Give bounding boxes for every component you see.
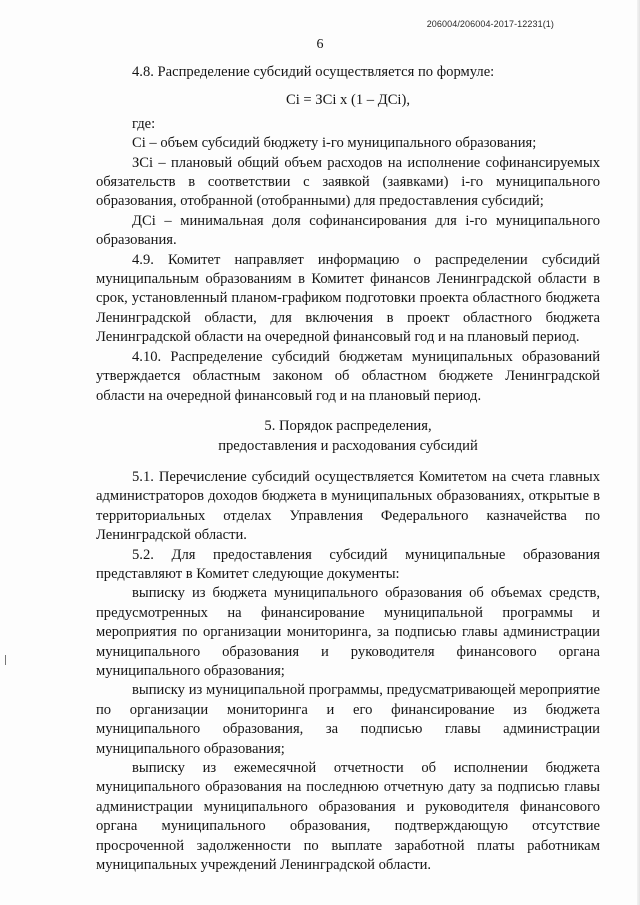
list-item-3: выписку из ежемесячной отчетности об исполнении бюджета муниципального образования на последнюю отчетную дату за подписью главы администрации муниципального образования и руководителя финансового органа муниципального образования, подтверждающую отсутствие просроченной задолженности по выплате заработной платы работникам муниципальных учреждений Ленинградской области. — [96, 760, 600, 874]
heading-line-2: предоставления и расходования субсидий — [218, 437, 478, 454]
section-5-heading — [96, 416, 600, 456]
where-label: где: — [132, 115, 156, 132]
list-item-1: выписку из бюджета муниципального образования об объемах средств, предусмотренных на финансирование муниципальной программы и мероприятия по организации мониторинга, за подписью главы администрации муниципального образования и руководителя финансового органа муниципального образования; — [96, 585, 600, 679]
document-id: 206004/206004-2017-12231(1) — [426, 19, 554, 29]
paragraph-4-8: 4.8. Распределение субсидий осуществляется по формуле: — [132, 64, 495, 80]
formula: Сi = ЗСi х (1 – ДСi), — [285, 92, 410, 109]
definition-dci: ДСi – минимальная доля софинансирования для i-го муниципального образования. — [96, 212, 600, 249]
paragraph-5-2: 5.2. Для предоставления субсидий муниципальные образования представляют в Комитет следующие документы: — [96, 546, 600, 582]
paragraph-5-1: 5.1. Перечисление субсидий осуществляется Комитетом на счета главных администраторов доходов бюджета в муниципальных образованиях, открытые в территориальных отделах Управления Федерального казначейства по Ленинградской области. — [96, 468, 600, 544]
paragraph-4-9: 4.9. Комитет направляет информацию о распределении субсидий муниципальным образованиям в Комитет финансов Ленинградской области в срок, установленный планом-графиком подготовки проекта областного бюджета Ленинградской области, для включения в проект областного бюджета Ленинградской области на очередной финансовый год и на плановый период. — [96, 251, 600, 346]
definition-zci: ЗСi – плановый общий объем расходов на исполнение софинансируемых обязательств в соответствии с заявкой (заявками) i-го муниципального образования, отобранной (отобранными) для предоставления субсидий; — [96, 154, 600, 210]
margin-mark — [5, 655, 6, 665]
list-item-2: выписку из муниципальной программы, предусматривающей мероприятие по организации мониторинга и его финансирование из бюджета муниципального образования, за подписью главы администрации муниципального образования; — [96, 682, 600, 757]
definition-ci: Сi – объем субсидий бюджету i-го муниципального образования; — [132, 135, 537, 152]
document-body — [96, 63, 600, 875]
page-number: 6 — [316, 37, 324, 52]
paragraph-4-10: 4.10. Распределение субсидий бюджетам муниципальных образований утверждается областным законом об областном бюджете Ленинградской области на очередной финансовый год и на плановый период. — [96, 348, 600, 404]
heading-line-1: 5. Порядок распределения, — [264, 417, 432, 434]
